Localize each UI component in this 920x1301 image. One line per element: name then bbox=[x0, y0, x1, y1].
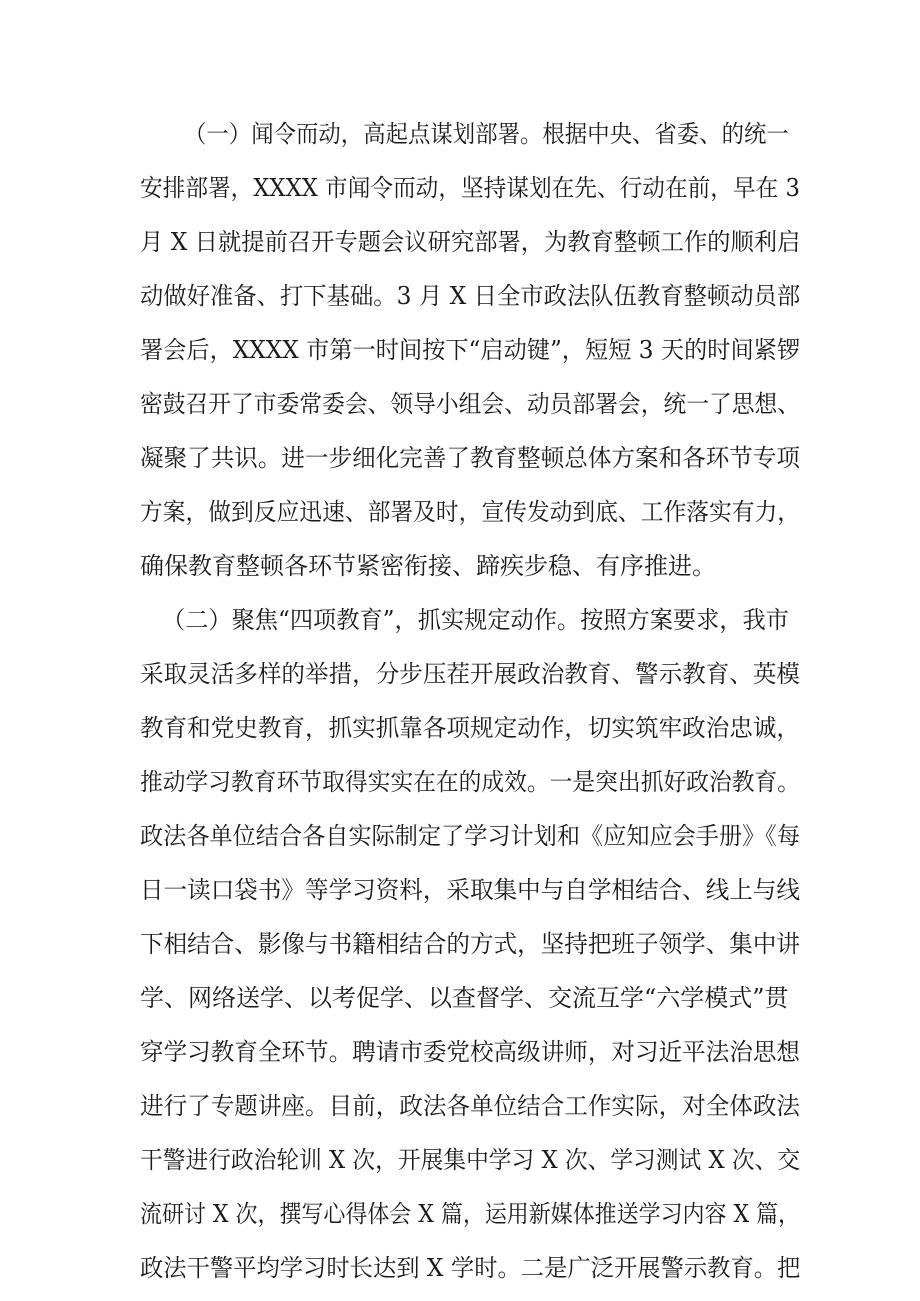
paragraph-1-line-8: 方案，做到反应迅速、部署及时，宣传发动到底、工作落实有力， bbox=[140, 498, 800, 526]
paragraph-2-line-11: 干警进行政治轮训 X 次，开展集中学习 X 次、学习测试 X 次、交 bbox=[140, 1146, 801, 1174]
paragraph-2-line-13: 政法干警平均学习时长达到 X 学时。二是广泛开展警示教育。把 bbox=[140, 1254, 801, 1282]
paragraph-1-line-7: 凝聚了共识。进一步细化完善了教育整顿总体方案和各环节专项 bbox=[140, 444, 800, 472]
paragraph-1-line-9: 确保教育整顿各环节紧密衔接、蹄疾步稳、有序推进。 bbox=[140, 552, 716, 580]
paragraph-2-line-1: （二）聚焦“四项教育”，抓实规定动作。按照方案要求，我市 bbox=[162, 606, 789, 634]
paragraph-2-line-7: 下相结合、影像与书籍相结合的方式，坚持把班子领学、集中讲 bbox=[140, 930, 800, 958]
paragraph-1-line-2: 安排部署，XXXX 市闻令而动，坚持谋划在先、行动在前，早在 3 bbox=[140, 174, 800, 202]
paragraph-1-line-5: 署会后，XXXX 市第一时间按下“启动键”，短短 3 天的时间紧锣 bbox=[140, 336, 801, 364]
paragraph-1-line-3: 月 X 日就提前召开专题会议研究部署，为教育整顿工作的顺利启 bbox=[140, 228, 801, 256]
paragraph-2-line-8: 学、网络送学、以考促学、以查督学、交流互学“六学模式”贯 bbox=[140, 984, 789, 1012]
paragraph-1-line-1: （一）闻令而动，高起点谋划部署。根据中央、省委、的统一 bbox=[184, 120, 789, 148]
paragraph-1-line-4: 动做好准备、打下基础。3 月 X 日全市政法队伍教育整顿动员部 bbox=[140, 282, 801, 310]
paragraph-1-line-6: 密鼓召开了市委常委会、领导小组会、动员部署会，统一了思想、 bbox=[140, 390, 800, 418]
paragraph-2-line-4: 推动学习教育环节取得实实在在的成效。一是突出抓好政治教育。 bbox=[140, 768, 800, 796]
paragraph-2-line-5: 政法各单位结合各自实际制定了学习计划和《应知应会手册》《每 bbox=[140, 822, 800, 850]
paragraph-2-line-12: 流研讨 X 次，撰写心得体会 X 篇，运用新媒体推送学习内容 X 篇， bbox=[140, 1200, 801, 1228]
paragraph-2-line-10: 进行了专题讲座。目前，政法各单位结合工作实际，对全体政法 bbox=[140, 1092, 800, 1120]
paragraph-2-line-2: 采取灵活多样的举措，分步压茬开展政治教育、警示教育、英模 bbox=[140, 660, 800, 688]
paragraph-2-line-3: 教育和党史教育，抓实抓靠各项规定动作，切实筑牢政治忠诚， bbox=[140, 714, 800, 742]
paragraph-2-line-9: 穿学习教育全环节。聘请市委党校高级讲师，对习近平法治思想 bbox=[140, 1038, 800, 1066]
paragraph-2-line-6: 日一读口袋书》等学习资料，采取集中与自学相结合、线上与线 bbox=[140, 876, 800, 904]
